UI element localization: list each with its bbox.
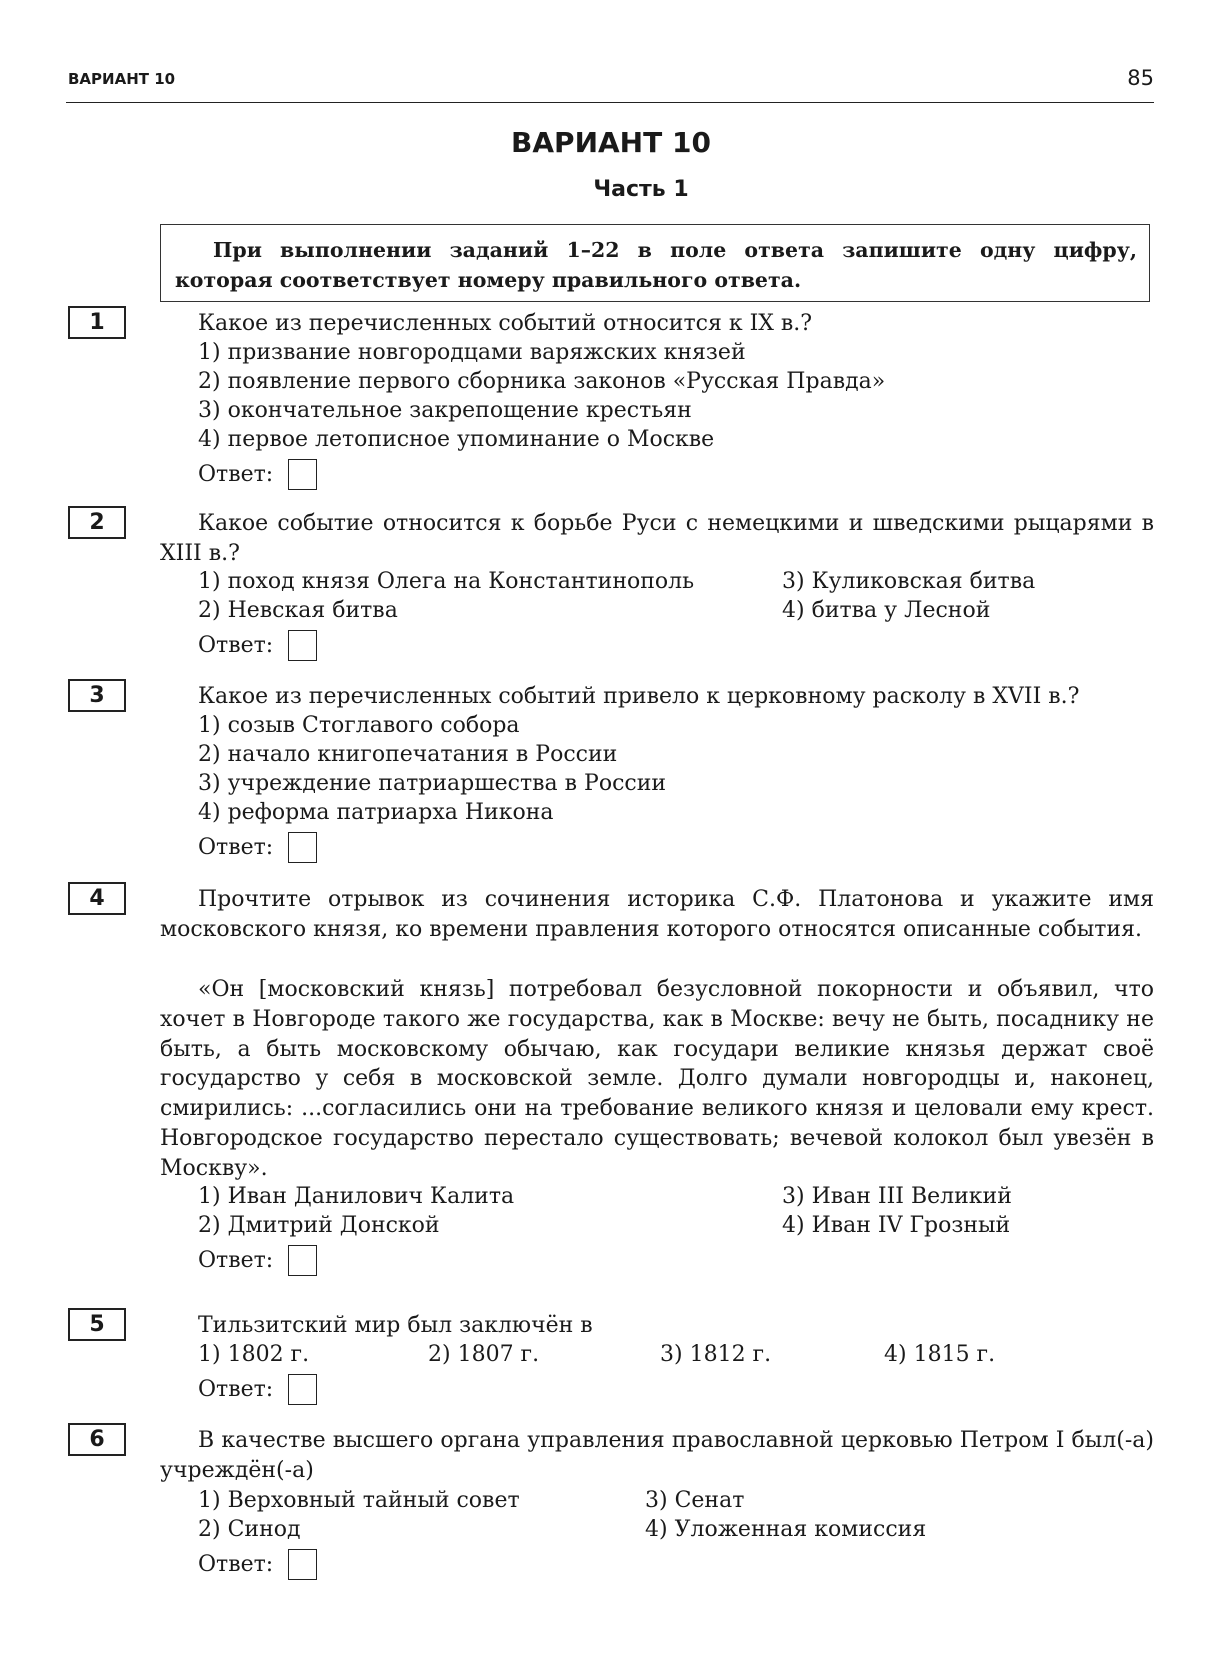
task-number-6: 6 xyxy=(68,1423,126,1456)
task-3-answer-box[interactable] xyxy=(288,832,317,863)
answer-label: Ответ: xyxy=(198,1377,274,1402)
task-3-answer xyxy=(198,831,273,865)
task-4-option-2: 2) Дмитрий Донской xyxy=(198,1213,440,1238)
task-4-quote: «Он [московский князь] потребовал безусловной покорности и объявил, что хочет в Новгороде такого же государства, как в Москве: вечу не быть, посаднику не быть, а быть московскому обычаю, как государи великие князья держат своё государство у себя в московской земле. Долго думали новгородцы и, наконец, смирились: ...согласились они на требование великого князя и целовали ему крест. Новгородское государство перестало существовать; вечевой колокол был увезён в Москву». xyxy=(160,977,1154,1181)
running-head-variant: ВАРИАНТ 10 xyxy=(68,70,176,88)
task-4-option-4: 4) Иван IV Грозный xyxy=(782,1213,1011,1238)
task-1-option-2: 2) появление первого сборника законов «Русская Правда» xyxy=(198,369,886,394)
task-number-2: 2 xyxy=(68,506,126,539)
page-title: ВАРИАНТ 10 xyxy=(511,126,711,159)
task-2-answer-box[interactable] xyxy=(288,630,317,661)
task-4-answer xyxy=(198,1244,273,1278)
task-2-option-4: 4) битва у Лесной xyxy=(782,598,991,623)
task-5-question: Тильзитский мир был заключён в xyxy=(198,1313,593,1338)
part-title: Часть 1 xyxy=(593,177,689,202)
task-5-answer-box[interactable] xyxy=(288,1374,317,1405)
task-number-1: 1 xyxy=(68,306,126,339)
task-5-option-1: 1) 1802 г. xyxy=(198,1342,310,1367)
task-3-option-1: 1) созыв Стоглавого собора xyxy=(198,713,520,738)
task-6-answer-box[interactable] xyxy=(288,1549,317,1580)
task-5-option-2: 2) 1807 г. xyxy=(428,1342,540,1367)
answer-label: Ответ: xyxy=(198,462,274,487)
answer-label: Ответ: xyxy=(198,835,274,860)
task-5-option-3: 3) 1812 г. xyxy=(660,1342,772,1367)
task-1-answer xyxy=(198,458,273,492)
task-1-answer-box[interactable] xyxy=(288,459,317,490)
task-2-option-3: 3) Куликовская битва xyxy=(782,569,1036,594)
answer-label: Ответ: xyxy=(198,1552,274,1577)
task-4-question: Прочтите отрывок из сочинения историка С.Ф. Платонова и укажите имя московского князя, ко времени правления которого относятся описанные события. xyxy=(160,887,1154,942)
task-5-option-4: 4) 1815 г. xyxy=(884,1342,996,1367)
task-4-option-1: 1) Иван Данилович Калита xyxy=(198,1184,515,1209)
task-number-4: 4 xyxy=(68,882,126,915)
task-6-option-2: 2) Синод xyxy=(198,1517,301,1542)
task-5-answer xyxy=(198,1373,273,1407)
task-2-question: Какое событие относится к борьбе Руси с немецкими и шведскими рыцарями в XIII в.? xyxy=(160,511,1154,566)
task-4-answer-box[interactable] xyxy=(288,1245,317,1276)
task-1-question: Какое из перечисленных событий относится к IX в.? xyxy=(198,311,813,336)
task-6-option-4: 4) Уложенная комиссия xyxy=(645,1517,927,1542)
page-number: 85 xyxy=(1127,66,1154,90)
task-6-option-3: 3) Сенат xyxy=(645,1488,745,1513)
task-6-question: В качестве высшего органа управления православной церковью Петром I был(-а) учреждён(-а) xyxy=(160,1428,1154,1483)
task-3-question: Какое из перечисленных событий привело к церковному расколу в XVII в.? xyxy=(198,684,1080,709)
task-6-answer xyxy=(198,1548,273,1582)
task-3-option-2: 2) начало книгопечатания в России xyxy=(198,742,618,767)
task-1-option-3: 3) окончательное закрепощение крестьян xyxy=(198,398,692,423)
instruction-box: При выполнении заданий 1–22 в поле ответа запишите одну цифру, которая соответствует номеру правильного ответа. xyxy=(160,224,1150,302)
task-2-option-2: 2) Невская битва xyxy=(198,598,398,623)
answer-label: Ответ: xyxy=(198,1248,274,1273)
task-1-option-4: 4) первое летописное упоминание о Москве xyxy=(198,427,715,452)
task-4-option-3: 3) Иван III Великий xyxy=(782,1184,1012,1209)
task-1-option-1: 1) призвание новгородцами варяжских князей xyxy=(198,340,746,365)
task-number-5: 5 xyxy=(68,1308,126,1341)
task-number-3: 3 xyxy=(68,679,126,712)
task-6-option-1: 1) Верховный тайный совет xyxy=(198,1488,520,1513)
task-3-option-4: 4) реформа патриарха Никона xyxy=(198,800,554,825)
task-3-option-3: 3) учреждение патриаршества в России xyxy=(198,771,667,796)
answer-label: Ответ: xyxy=(198,633,274,658)
header-rule xyxy=(66,102,1154,103)
task-2-option-1: 1) поход князя Олега на Константинополь xyxy=(198,569,695,594)
task-2-answer xyxy=(198,629,273,663)
